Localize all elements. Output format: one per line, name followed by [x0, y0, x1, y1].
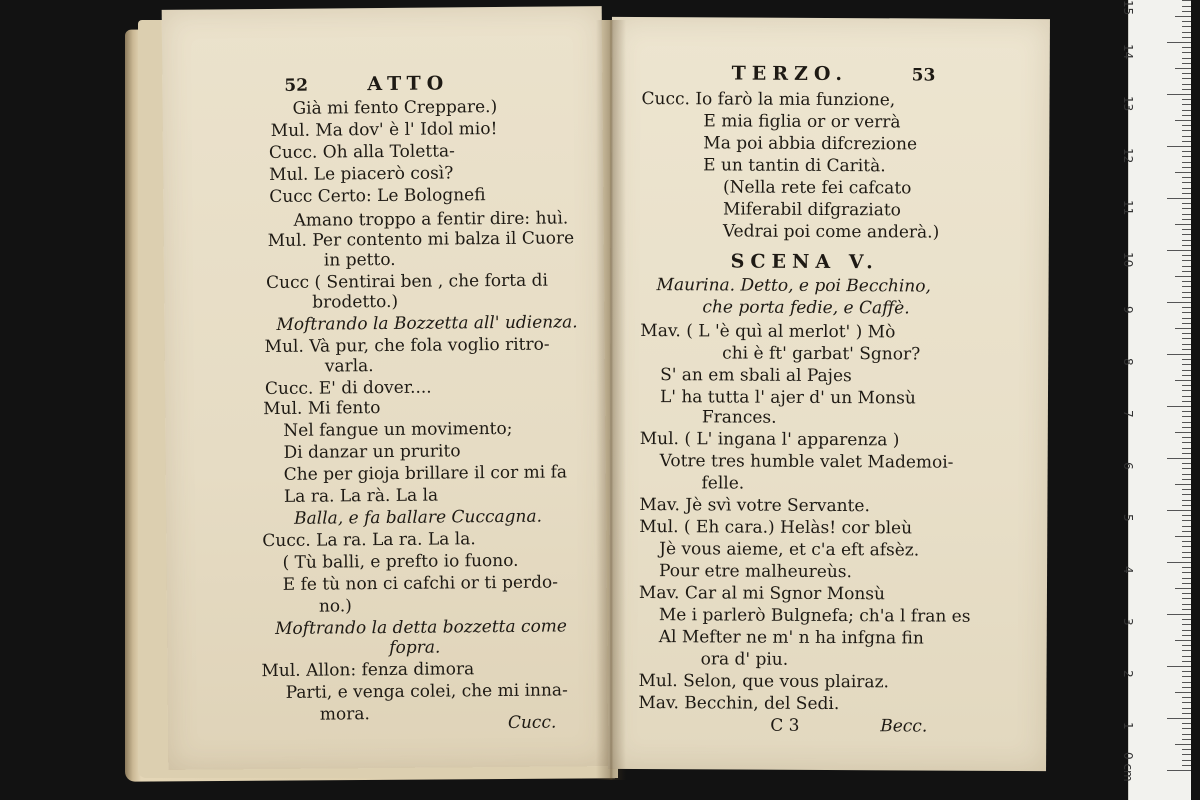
- stage-direction: Moftrando la Bozzetta all' udienza.: [276, 312, 578, 335]
- ruler-tick: [1182, 193, 1191, 194]
- ruler-tick: [1182, 156, 1191, 157]
- ruler-tick: [1182, 583, 1191, 584]
- ruler-tick: [1175, 328, 1191, 329]
- text-line: Cucc. Oh alla Toletta-: [268, 141, 455, 164]
- ruler-tick: [1175, 692, 1191, 693]
- ruler-tick: [1182, 364, 1191, 365]
- text-line: E fe tù non ci cafchi or ti perdo-: [282, 572, 559, 595]
- ruler-tick: [1167, 406, 1191, 407]
- text-line: chi è ft' garbat' Sgnor?: [722, 343, 921, 365]
- text-line: Frances.: [701, 407, 777, 428]
- ruler-tick: [1182, 713, 1191, 714]
- text-line: Mul. Ma dov' è l' Idol mio!: [270, 119, 498, 141]
- text-line: Al Mefter ne m' n ha infgna fin: [658, 627, 924, 649]
- ruler-tick: [1182, 219, 1191, 220]
- text-line: Mul. Per contento mi balza il Cuore: [267, 228, 575, 252]
- ruler-tick: [1182, 624, 1191, 625]
- ruler-tick: [1167, 250, 1191, 251]
- ruler-tick: [1182, 401, 1191, 402]
- text-line: mora.: [319, 704, 370, 725]
- ruler-tick: [1182, 572, 1191, 573]
- ruler-label: 14: [1121, 44, 1135, 60]
- ruler-tick: [1182, 728, 1191, 729]
- ruler-tick: [1182, 104, 1191, 105]
- ruler-tick: [1182, 32, 1191, 33]
- ruler-label: 13: [1121, 96, 1135, 112]
- ruler-tick: [1167, 770, 1191, 771]
- ruler-tick: [1182, 474, 1191, 475]
- running-head: ATTO: [367, 72, 450, 96]
- ruler-tick: [1167, 354, 1191, 355]
- ruler-tick: [1182, 448, 1191, 449]
- text-line: ora d' piu.: [700, 649, 789, 670]
- ruler-tick: [1182, 37, 1191, 38]
- ruler-tick: [1182, 151, 1191, 152]
- ruler-tick: [1182, 234, 1191, 235]
- text-line: Me i parlerò Bulgnefa; ch'a l fran es: [658, 605, 971, 627]
- catchword: Cucc.: [507, 712, 557, 733]
- ruler-tick: [1182, 427, 1191, 428]
- scene-heading: SCENA V.: [730, 250, 879, 274]
- ruler-label: 2: [1121, 670, 1135, 678]
- ruler-tick: [1175, 16, 1191, 17]
- ruler-tick: [1182, 734, 1191, 735]
- text-line: Mul. Le piacerò così?: [269, 163, 454, 186]
- ruler-tick: [1182, 702, 1191, 703]
- ruler-tick: [1182, 297, 1191, 298]
- ruler-tick: [1182, 281, 1191, 282]
- ruler-tick: [1182, 453, 1191, 454]
- ruler-tick: [1182, 489, 1191, 490]
- text-line: ( Tù balli, e prefto io fuono.: [282, 550, 519, 573]
- text-line: Cucc ( Sentirai ben , che forta di: [265, 270, 549, 294]
- ruler-label: 8: [1121, 358, 1135, 366]
- ruler-tick: [1182, 130, 1191, 131]
- ruler-tick: [1167, 614, 1191, 615]
- ruler-tick: [1182, 463, 1191, 464]
- ruler-tick: [1182, 479, 1191, 480]
- text-line: varla.: [324, 356, 374, 377]
- text-line: E un tantin di Carità.: [703, 155, 886, 177]
- text-line: (Nella rete fei cafcato: [723, 177, 912, 199]
- stage-direction: Maurina. Detto, e poi Becchino,: [656, 275, 931, 297]
- text-line: La ra. La rà. La la: [283, 485, 439, 507]
- ruler-tick: [1182, 136, 1191, 137]
- ruler-label: 4: [1121, 566, 1135, 574]
- ruler-tick: [1182, 203, 1191, 204]
- text-line: Pour etre malheureùs.: [659, 561, 852, 583]
- ruler-tick: [1182, 177, 1191, 178]
- ruler-label: 12: [1121, 148, 1135, 164]
- ruler-tick: [1182, 0, 1191, 1]
- ruler-tick: [1182, 11, 1191, 12]
- ruler-tick: [1182, 99, 1191, 100]
- ruler-label: 7: [1121, 410, 1135, 418]
- ruler-tick: [1182, 338, 1191, 339]
- ruler-tick: [1182, 604, 1191, 605]
- scale-ruler: [1121, 0, 1191, 800]
- ruler-tick: [1182, 214, 1191, 215]
- ruler-tick: [1175, 536, 1191, 537]
- ruler-tick: [1167, 146, 1191, 147]
- text-line: Nel fangue un movimento;: [283, 418, 513, 441]
- ruler-tick: [1182, 110, 1191, 111]
- text-line: S' an em sbali al Pajes: [660, 365, 852, 387]
- ruler-tick: [1182, 318, 1191, 319]
- ruler-tick: [1182, 52, 1191, 53]
- ruler-tick: [1182, 125, 1191, 126]
- ruler-label: 10: [1121, 252, 1135, 268]
- stage-direction: che porta fedie, e Caffè.: [702, 297, 910, 319]
- ruler-tick: [1175, 640, 1191, 641]
- ruler-tick: [1182, 240, 1191, 241]
- text-line: L' ha tutta l' ajer d' un Monsù: [659, 387, 916, 409]
- ruler-tick: [1182, 47, 1191, 48]
- ruler-tick: [1175, 276, 1191, 277]
- ruler-tick: [1182, 390, 1191, 391]
- ruler-tick: [1182, 416, 1191, 417]
- book-gutter: [596, 20, 626, 780]
- ruler-tick: [1182, 167, 1191, 168]
- ruler-label: 3: [1121, 618, 1135, 626]
- text-line: Mav. ( L 'è quì al merlot' ) Mò: [640, 321, 896, 343]
- ruler-tick: [1182, 141, 1191, 142]
- text-line: E mia figlia or or verrà: [703, 111, 901, 133]
- text-line: Cucc. E' di dover....: [264, 377, 432, 400]
- text-line: Mul. Và pur, che fola voglio ritro-: [264, 334, 550, 358]
- text-line: Mav. Car al mi Sgnor Monsù: [638, 583, 886, 605]
- ruler-tick: [1182, 21, 1191, 22]
- ruler-tick: [1182, 697, 1191, 698]
- stage-direction: Moftrando la detta bozzetta come: [275, 616, 568, 639]
- ruler-tick: [1167, 42, 1191, 43]
- ruler-tick: [1182, 708, 1191, 709]
- ruler-tick: [1175, 380, 1191, 381]
- ruler-tick: [1167, 458, 1191, 459]
- ruler-tick: [1182, 437, 1191, 438]
- text-line: Cucc Certo: Le Bolognefi: [269, 185, 486, 208]
- text-line: Mav. Jè svì votre Servante.: [639, 495, 870, 517]
- ruler-tick: [1175, 588, 1191, 589]
- ruler-label: 9: [1121, 306, 1135, 314]
- ruler-tick: [1175, 484, 1191, 485]
- ruler-tick: [1182, 520, 1191, 521]
- ruler-tick: [1182, 505, 1191, 506]
- ruler-tick: [1182, 661, 1191, 662]
- stage-direction: Balla, e fa ballare Cuccagna.: [294, 506, 543, 529]
- ruler-tick: [1182, 271, 1191, 272]
- text-line: Che per gioja brillare il cor mi fa: [283, 462, 568, 485]
- ruler-tick: [1167, 510, 1191, 511]
- ruler-tick: [1182, 671, 1191, 672]
- ruler-tick: [1182, 245, 1191, 246]
- text-line: Già mi fento Creppare.): [292, 97, 498, 119]
- ruler-tick: [1182, 567, 1191, 568]
- ruler-tick: [1182, 619, 1191, 620]
- text-line: in petto.: [323, 249, 396, 271]
- ruler-tick: [1182, 526, 1191, 527]
- ruler-tick: [1182, 84, 1191, 85]
- text-line: Amano troppo a fentir dire: huì.: [293, 208, 569, 231]
- ruler-tick: [1182, 468, 1191, 469]
- text-line: brodetto.): [312, 291, 399, 313]
- ruler-tick: [1182, 188, 1191, 189]
- ruler-tick: [1182, 73, 1191, 74]
- running-head: TERZO.: [731, 62, 849, 86]
- text-line: Mul. Mi fento: [263, 398, 381, 420]
- ruler-tick: [1182, 26, 1191, 27]
- text-line: Di danzar un prurito: [283, 441, 461, 463]
- ruler-tick: [1182, 687, 1191, 688]
- stage-direction: fopra.: [389, 637, 441, 658]
- ruler-tick: [1175, 120, 1191, 121]
- ruler-tick: [1182, 375, 1191, 376]
- ruler-tick: [1182, 411, 1191, 412]
- ruler-tick: [1182, 645, 1191, 646]
- signature-mark: C 3: [770, 715, 800, 736]
- ruler-tick: [1182, 500, 1191, 501]
- ruler-tick: [1182, 635, 1191, 636]
- text-line: Vedrai poi come anderà.): [722, 221, 940, 243]
- ruler-tick: [1182, 370, 1191, 371]
- text-line: Parti, e venga colei, che mi inna-: [285, 680, 568, 703]
- catchword: Becc.: [880, 716, 928, 737]
- ruler-label: 5: [1121, 514, 1135, 522]
- right-page: [608, 17, 1050, 771]
- ruler-tick: [1182, 552, 1191, 553]
- ruler-tick: [1182, 598, 1191, 599]
- ruler-tick: [1182, 312, 1191, 313]
- ruler-tick: [1182, 208, 1191, 209]
- ruler-tick: [1182, 749, 1191, 750]
- text-line: Mul. ( Eh cara.) Helàs! cor bleù: [639, 517, 913, 539]
- ruler-tick: [1182, 422, 1191, 423]
- ruler-tick: [1167, 718, 1191, 719]
- ruler-tick: [1167, 666, 1191, 667]
- ruler-tick: [1182, 765, 1191, 766]
- ruler-tick: [1182, 162, 1191, 163]
- ruler-tick: [1182, 58, 1191, 59]
- ruler-label: 6: [1121, 462, 1135, 470]
- ruler-tick: [1182, 723, 1191, 724]
- ruler-label: 11: [1121, 200, 1135, 216]
- ruler-tick: [1182, 349, 1191, 350]
- page-number: 52: [284, 75, 309, 96]
- ruler-tick: [1182, 676, 1191, 677]
- ruler-tick: [1182, 333, 1191, 334]
- ruler-tick: [1182, 578, 1191, 579]
- text-line: Mul. ( L' ingana l' apparenza ): [639, 429, 900, 451]
- ruler-tick: [1182, 650, 1191, 651]
- ruler-tick: [1182, 266, 1191, 267]
- ruler-tick: [1182, 63, 1191, 64]
- ruler-tick: [1182, 609, 1191, 610]
- text-line: Mul. Selon, que vous plairaz.: [638, 671, 890, 693]
- ruler-tick: [1182, 682, 1191, 683]
- text-line: Votre tres humble valet Mademoi-: [659, 451, 954, 473]
- ruler-tick: [1167, 198, 1191, 199]
- text-line: felle.: [701, 473, 745, 494]
- text-line: Miferabil difgraziato: [722, 199, 901, 221]
- ruler-tick: [1182, 541, 1191, 542]
- ruler-tick: [1175, 172, 1191, 173]
- ruler-tick: [1182, 307, 1191, 308]
- text-line: Ma poi abbia difcrezione: [703, 133, 918, 155]
- ruler-tick: [1182, 89, 1191, 90]
- ruler-tick: [1175, 744, 1191, 745]
- ruler-tick: [1167, 94, 1191, 95]
- ruler-tick: [1182, 593, 1191, 594]
- ruler-tick: [1167, 562, 1191, 563]
- ruler-tick: [1175, 224, 1191, 225]
- ruler-tick: [1182, 396, 1191, 397]
- ruler-tick: [1182, 739, 1191, 740]
- ruler-tick: [1182, 359, 1191, 360]
- ruler-tick: [1182, 630, 1191, 631]
- ruler-tick: [1175, 432, 1191, 433]
- ruler-tick: [1182, 442, 1191, 443]
- ruler-tick: [1182, 494, 1191, 495]
- ruler-tick: [1182, 546, 1191, 547]
- text-line: Cucc. La ra. La ra. La la.: [262, 529, 476, 552]
- text-line: Jè vous aieme, et c'a eft afsèz.: [659, 539, 920, 561]
- page-number: 53: [911, 65, 936, 86]
- ruler-unit-label: 0 cm: [1121, 752, 1135, 782]
- ruler-tick: [1182, 754, 1191, 755]
- ruler-tick: [1182, 78, 1191, 79]
- text-line: Mav. Becchin, del Sedi.: [638, 693, 840, 715]
- ruler-label: 1: [1121, 722, 1135, 730]
- left-page: [162, 6, 609, 770]
- ruler-tick: [1182, 6, 1191, 7]
- ruler-tick: [1182, 323, 1191, 324]
- ruler-tick: [1182, 229, 1191, 230]
- ruler-tick: [1182, 557, 1191, 558]
- ruler-tick: [1182, 760, 1191, 761]
- ruler-tick: [1182, 115, 1191, 116]
- ruler-tick: [1182, 515, 1191, 516]
- ruler-tick: [1175, 68, 1191, 69]
- ruler-tick: [1182, 286, 1191, 287]
- text-line: Cucc. Io farò la mia funzione,: [641, 89, 896, 111]
- text-line: no.): [318, 596, 352, 617]
- ruler-tick: [1182, 385, 1191, 386]
- ruler-tick: [1182, 656, 1191, 657]
- text-line: Mul. Allon: fenza dimora: [261, 659, 475, 682]
- ruler-tick: [1182, 531, 1191, 532]
- ruler-label: 15: [1121, 0, 1135, 16]
- ruler-tick: [1182, 182, 1191, 183]
- ruler-tick: [1182, 255, 1191, 256]
- ruler-tick: [1182, 344, 1191, 345]
- ruler-tick: [1182, 292, 1191, 293]
- ruler-tick: [1182, 260, 1191, 261]
- ruler-tick: [1167, 302, 1191, 303]
